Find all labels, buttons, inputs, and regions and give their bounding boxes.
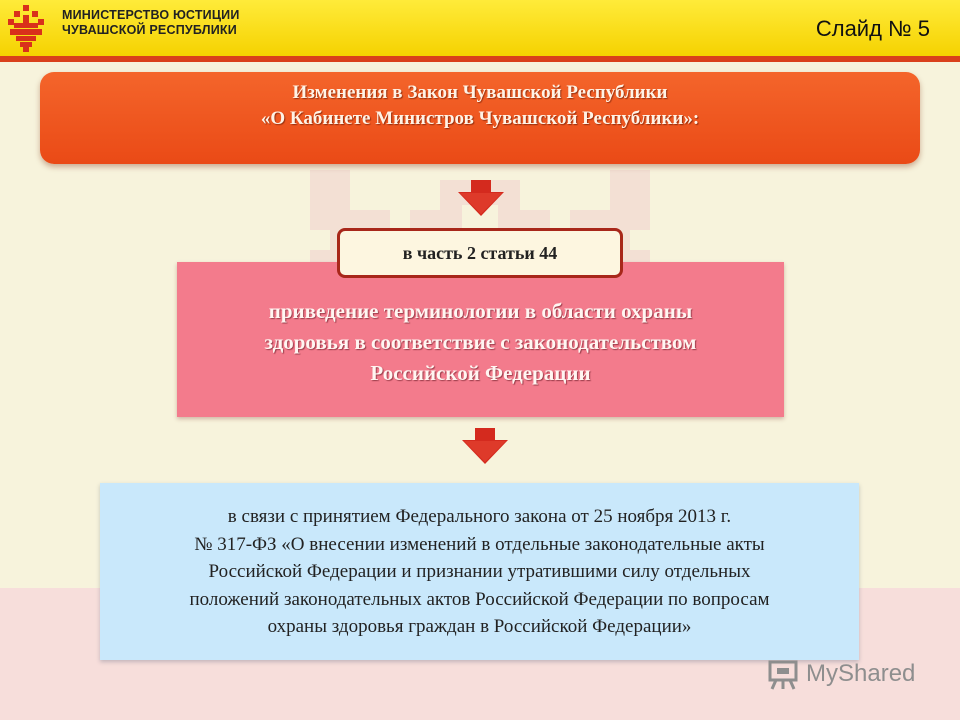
- ministry-name: [62, 8, 240, 38]
- change-description: [193, 296, 768, 389]
- change-description-box: [177, 262, 784, 417]
- change-line1: приведение терминологии в области охраны: [268, 299, 693, 323]
- reason-box: [100, 483, 859, 660]
- article-part-label-box: [337, 228, 623, 278]
- watermark-text: MyShared: [806, 660, 916, 687]
- reason-line1: в связи с принятием Федерального закона от 25 ноября 2013 г.: [227, 506, 732, 527]
- header-bar: [0, 0, 960, 56]
- reason-line5: охраны здоровья граждан в Российской Федерации»: [267, 616, 692, 637]
- slide-number: Слайд № 5: [815, 16, 930, 41]
- chuvash-emblem-icon: [4, 3, 48, 53]
- presentation-board-icon: [768, 658, 798, 690]
- ministry-name-line1: МИНИСТЕРСТВО ЮСТИЦИИ: [62, 8, 240, 22]
- law-title-banner: [40, 72, 920, 164]
- reason-line3: Российской Федерации и признании утратившими силу отдельных: [208, 561, 751, 582]
- change-line2: здоровья в соответствие с законодательством: [264, 330, 697, 354]
- law-title-line1: Изменения в Закон Чувашской Республики: [292, 82, 668, 103]
- down-arrow-icon: [462, 428, 508, 466]
- law-title-line2: «О Кабинете Министров Чувашской Республики»:: [260, 108, 700, 129]
- reason-line2: № 317-ФЗ «О внесении изменений в отдельные законодательные акты: [194, 533, 765, 555]
- reason-line4: положений законодательных актов Российской Федерации по вопросам: [189, 588, 770, 610]
- article-part-label: в часть 2 статьи 44: [402, 243, 558, 263]
- reason-text: [110, 503, 849, 641]
- law-title: [40, 80, 920, 132]
- header-divider: [0, 56, 960, 62]
- ministry-name-line2: ЧУВАШСКОЙ РЕСПУБЛИКИ: [62, 23, 237, 37]
- myshared-watermark: [768, 658, 928, 692]
- down-arrow-icon: [458, 180, 504, 218]
- change-line3: Российской Федерации: [370, 361, 591, 385]
